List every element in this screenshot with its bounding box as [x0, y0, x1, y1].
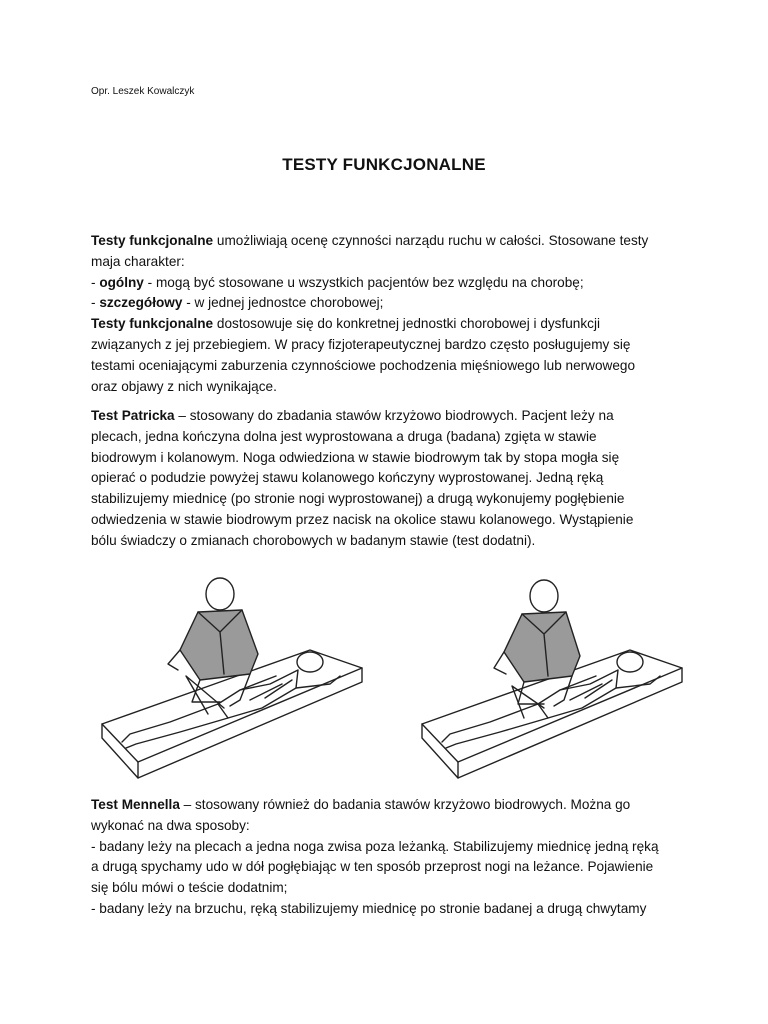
intro-line: testami oceniającymi zaburzenia czynnościowe pochodzenia mięśniowego lub nerwowego [91, 357, 636, 373]
mennell-line: się bólu mówi o teście dodatnim; [91, 880, 288, 896]
patrick-line: bólu świadczy o zmianach chorobowych w badanym stawie (test dodatni). [91, 532, 536, 548]
intro-list-item [91, 273, 691, 294]
term-bold: ogólny [99, 274, 144, 290]
patrick-line: biodrowym i kolanowym. Noga odwiedziona w stawie biodrowym tak by stopa mogła się [91, 449, 620, 465]
patrick-line: stabilizujemy miednicę (po stronie nogi wyprostowanej) a drugą wykonujemy pogłębienie [91, 491, 625, 507]
patrick-test-illustration-1 [100, 572, 368, 784]
mennell-line: - badany leży na brzuchu, ręką stabilizujemy miednicę po stronie badanej a drugą chwytamy [91, 900, 647, 916]
test-name-bold: Test Patricka [91, 408, 175, 423]
intro-line: oraz objawy z nich wynikające. [91, 378, 277, 394]
intro-paragraph [91, 231, 691, 397]
intro-line [91, 231, 691, 252]
patrick-line [91, 406, 691, 427]
illustration-drawing [100, 572, 368, 784]
patrick-line: odwiedzenia w stawie biodrowym przez nacisk na okolice stawu kolanowego. Wystąpienie [91, 511, 634, 527]
intro-text: dostosowuje się do konkretnej jednostki chorobowej i dysfunkcji [213, 316, 601, 332]
test-name-bold: Test Mennella [91, 797, 180, 812]
page-title: TESTY FUNKCJONALNE [282, 155, 486, 174]
intro-line: maja charakter: [91, 253, 185, 269]
intro-line: związanych z jej przebiegiem. W pracy fizjoterapeutycznej bardzo często posługujemy się [91, 336, 631, 352]
patrick-test-illustration-2 [420, 572, 688, 784]
term-bold: szczegółowy [99, 295, 183, 311]
mennell-line: a drugą spychamy udo w dół pogłębiając w ten sposób przeprost nogi na leżance. Pojawienie [91, 859, 654, 875]
mennell-line: - badany leży na plecach a jedna noga zwisa poza leżanką. Stabilizujemy miednicę jedną ręką [91, 838, 659, 854]
term-bold: Testy funkcjonalne [91, 316, 214, 332]
illustration-drawing [420, 572, 688, 784]
patrick-text: – stosowany do zbadania stawów krzyżowo biodrowych. Pacjent leży na [174, 408, 614, 423]
patrick-line: opierać o podudzie powyżej stawu kolanowego kończyny wyprostowanej. Jedną ręką [91, 470, 604, 486]
mennell-text: – stosowany również do badania stawów krzyżowo biodrowych. Można go [179, 797, 631, 812]
intro-text: umożliwiają ocenę czynności narządu ruchu w całości. Stosowane testy [213, 233, 649, 248]
intro-list-item [91, 293, 691, 314]
intro-text: - w jednej jednostce chorobowej; [182, 295, 384, 311]
term-bold: Testy funkcjonalne [91, 233, 214, 248]
mennell-line: wykonać na dwa sposoby: [91, 817, 250, 833]
list-prefix: - [91, 295, 100, 311]
list-prefix: - [91, 274, 100, 290]
intro-line [91, 314, 691, 335]
author-line: Opr. Leszek Kowalczyk [91, 86, 195, 97]
intro-text: - mogą być stosowane u wszystkich pacjentów bez względu na chorobę; [143, 274, 584, 290]
patrick-test-paragraph [91, 406, 691, 552]
patrick-line: plecach, jedna kończyna dolna jest wyprostowana a druga (badana) zgięta w stawie [91, 428, 597, 444]
mennell-line [91, 795, 691, 816]
mennell-test-paragraph [91, 795, 691, 920]
